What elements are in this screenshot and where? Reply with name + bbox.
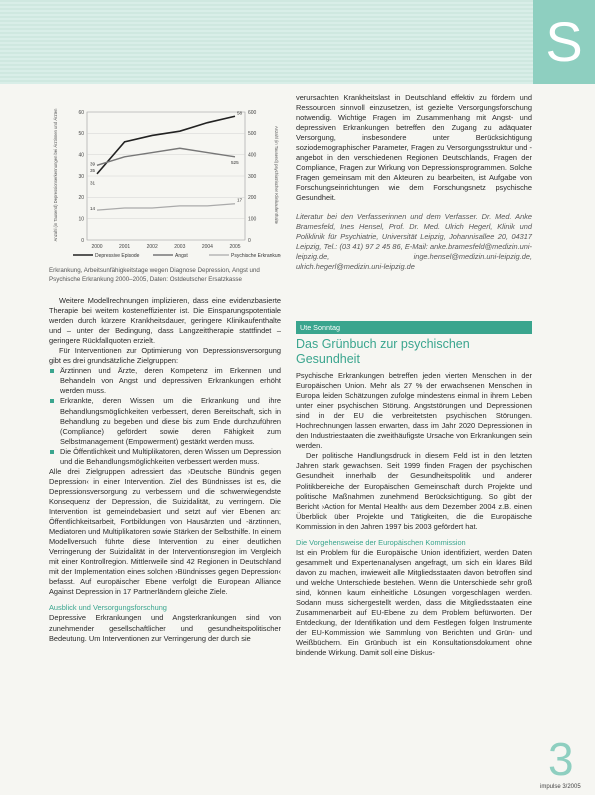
x-tick-label: 2004	[201, 244, 213, 250]
left-tick-label: 20	[78, 195, 84, 202]
header-band	[0, 0, 595, 84]
right-column	[296, 93, 532, 272]
line-chart-figure	[49, 100, 281, 288]
x-tick-label: 2001	[119, 244, 131, 250]
literature-note: Literatur bei den Verfasserinnen und dem Verfasser. Dr. Med. Anke Bramesfeld, Ines Hensel, Prof. Dr. Med. Ulrich Hegerl, Klinik und Poliklinik für Psychiatrie, Universität Leipzig, Johannisallee 20, 04317 Leipzig, Tel.: (03 41) 97 2 45 86, E-Mail: anke.bramesfeld@medizin.uni-leipzig.de, inge.hensel@medizin.uni-leipzig.de, ulrich.hegerl@medizin.uni-leipzig.de	[296, 211, 532, 271]
left-tick-label: 50	[78, 131, 84, 138]
chart-svg	[49, 100, 281, 265]
right-tick-label: 200	[248, 195, 257, 202]
footer-issue: impulse 3/2005	[540, 784, 581, 790]
x-tick-label: 2002	[146, 244, 158, 250]
grid	[87, 112, 245, 240]
page-number: 3	[548, 733, 574, 785]
legend-angst: Angst	[175, 253, 188, 259]
list-item: Erkrankte, deren Wissen um die Erkrankung und ihre Behandlungsmöglichkeiten verbessert, deren Bereitschaft, sich in Behandlung zu begeben und diese bis zum Ende durchzuführen (Compliance) gefördert sowie deren Fähigkeit zum Selbstmanagement (Empowerment) gestärkt werden muss.	[49, 396, 281, 446]
paragraph: Ist ein Problem für die Europäische Union identifiziert, werden Daten gesammelt und Expertenanalysen angefragt, um sich ein klares Bild davon zu machen, inwieweit alle Mitgliedsstaaten davon betroffen sind und welche Unterschiede bestehen. Wenn die Unterschiede sehr groß sind, können kaum einheitliche Lösungen vorgeschlagen werden. Sodann muss sichergestellt werden, dass die Mitgliedsstaaten eine Zusammenarbeit auf EU-Ebene zu dem Problem befürworten. Der Entdeckung, der Identifikation und dem Festlegen folgen Instrumente der EU-Kommission wie Sammlung von Berichten und Grün- und Weißbüchern. Ein Grünbuch ist ein Konsultationsdokument ohne bindende Wirkung. Damit soll eine Diskus-	[296, 547, 532, 658]
point-label: 17	[237, 197, 243, 203]
x-tick-label: 2005	[229, 244, 241, 250]
left-tick-label: 0	[81, 237, 84, 244]
point-label: 39	[90, 161, 96, 167]
point-label: 525	[231, 159, 239, 165]
series-line-2	[97, 204, 235, 210]
paragraph: Weitere Modellrechnungen implizieren, dass eine evidenzbasierte Therapie bei weitem kosteneffizienter ist. Die Einsparungspotentiale werden durch kürzere Krankheitsdauer, geringere Klinikaufenthalte und – unter der Bedingung, dass Langzeittherapie stattfindet – geringere Rückfallquoten erzielt.	[49, 296, 281, 346]
article-title: Das Grünbuch zur psychischen Gesundheit	[296, 337, 470, 366]
right-tick-label: 100	[248, 216, 257, 223]
right-axis-label: Anzahl (in Tausend) psychiatrischer Klinikaufenthalte	[274, 126, 279, 224]
paragraph: Psychische Erkrankungen betreffen jeden vierten Menschen in der Europäischen Union. Mehr als 27 % der erwachsenen Menschen in Europa leiden Schätzungen zufolge mindestens einmal in ihrem Leben unter einer psychischen Störung. Angststörungen und Depressionen sind in der EU die verbreitetsten psychischen Störungen. Hochrechnungen lassen erwarten, dass im Jahr 2020 Depressionen in den Industriestaaten die zweithäufigste Ursache von Erkrankungen sein werden.	[296, 371, 532, 451]
paragraph: Der politische Handlungsdruck in diesem Feld ist in den letzten Jahren stark gewachsen. Seit 1999 finden Fragen der psychischen Gesundheit innerhalb der Gesundheitspolitik und anderer Politikbereiche der Europäischen Gemeinschaft durch Projekte und politische Maßnahmen zunehmend Berücksichtigung. So gibt der Bericht ›Action for Mental Health‹ aus dem Dezember 2004 z.B. einen Überblick über Projekte und Tätigkeiten, die die Europäische Kommission in den Jahren 1997 bis 2003 gefördert hat.	[296, 451, 532, 531]
left-tick-label: 40	[78, 152, 84, 159]
section-heading: Ausblick und Versorgungsforschung	[49, 603, 167, 613]
right-tick-label: 0	[248, 237, 251, 244]
point-label: 31	[90, 180, 96, 186]
paragraph: verursachten Krankheitslast in Deutschland effektiv zu fördern und Ressourcen sinnvoll einzusetzen, ist gezielte Versorgungsforschung notwendig. Wichtige Fragen im Zusammenhang mit Angst- und depressiven Erkrankungen betreffen den Zugang zu adäquater Versorgung, insbesondere unter Berücksichtigung soziodemographischer Parameter, Fragen zu Versorgungsstruktur und -angebot in den verschiedenen Regionen Deutschlands, Fragen der Compliance, Fragen zur Wirkung von Depressionsprogrammen. Solche Fragen gemeinsam mit den Akteuren zu bearbeiten, ist Aufgabe von Forschungseinrichtungen wie dem Forschungsnetz psychische Gesundheit.	[296, 93, 532, 203]
series-lines	[97, 116, 235, 210]
paragraph: Depressive Erkrankungen und Angsterkrankungen sind von zunehmender gesellschaftlicher und gesundheitspolitischer Bedeutung. Um Interventionen zur Verringerung der durch sie	[49, 613, 281, 643]
point-label: 14	[90, 206, 96, 212]
left-tick-label: 10	[78, 216, 84, 223]
right-tick-label: 500	[248, 131, 257, 138]
left-tick-label: 60	[78, 109, 84, 116]
x-tick-label: 2000	[91, 244, 103, 250]
figure-caption: Erkrankung, Arbeitsunfähigkeitstage wegen Diagnose Depression, Angst und Psychische Erkrankung 2000–2005, Daten: Ostdeutscher Ersatzkasse	[49, 267, 260, 283]
ticks	[78, 110, 256, 250]
left-tick-label: 30	[78, 173, 84, 180]
paragraph: Für Interventionen zur Optimierung von Depressionsversorgung gibt es drei grundsätzliche Zielgruppen:	[49, 346, 281, 366]
point-label: 35	[90, 167, 96, 173]
left-axis-label: Anzahl (in Tausend) Depressionserkennungen bei Ärztinnen und Ärzten	[53, 108, 58, 242]
point-label: 58	[237, 110, 243, 116]
list-item: Die Öffentlichkeit und Multiplikatoren, deren Wissen um Depression und die Behandlungsmöglichkeiten verbessert werden muss.	[49, 447, 281, 467]
author-tag: Ute Sonntag	[296, 321, 532, 334]
x-tick-label: 2003	[174, 244, 186, 250]
legend	[73, 253, 281, 259]
right-tick-label: 400	[248, 152, 257, 159]
series-line-0	[97, 116, 235, 174]
right-column-article	[296, 371, 532, 658]
right-tick-label: 300	[248, 173, 257, 180]
list-item: Ärztinnen und Ärzte, deren Kompetenz im Erkennen und Behandeln von Angst und depressiven Erkrankungen erhöht werden muss.	[49, 366, 281, 396]
left-column	[49, 296, 281, 644]
section-letter: S	[533, 0, 595, 84]
right-tick-label: 600	[248, 109, 257, 116]
bullet-list	[49, 366, 281, 466]
paragraph: Alle drei Zielgruppen adressiert das ›Deutsche Bündnis gegen Depression‹ in einer Intervention. Ziel des Bündnisses ist es, die Depressionsversorgung zu verbessern und die schwerwiegendste Konsequenz der Depression, die Suizidalität, zu verringern. Die Intervention ist gemeindebasiert und setzt auf vier Ebenen an: Öffentlichkeitsarbeit, Fortbildungen von Hausärzten und -ärztinnen, Mediatoren und Multiplikatoren sowie Stärken der Selbsthilfe. In einem Modellversuch führte diese Intervention zu einer deutlichen Verringerung der Suizidalität in der Interventionsregion im Vergleich mit einer Kontrollregion. Mittlerweile sind 42 Regionen in Deutschland mit der Implementation eines solchen ›Bündnisses gegen Depression‹ befasst. Auf europäischer Ebene verfolgt die European Alliance Against Depression in 17 Partnerländern gleiche Ziele.	[49, 466, 281, 597]
legend-psychische-erkrankung: Psychische Erkrankung	[231, 253, 281, 259]
legend-depressive-episode: Depressive Episode	[95, 253, 140, 259]
section-heading: Die Vorgehensweise der Europäischen Kommission	[296, 537, 466, 547]
